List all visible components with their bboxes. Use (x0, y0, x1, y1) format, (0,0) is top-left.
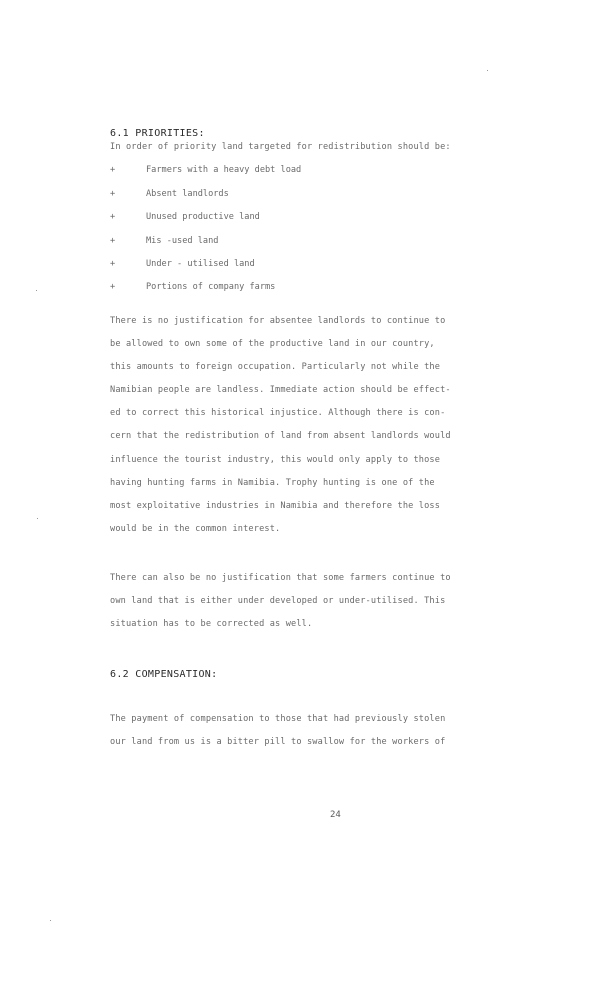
paragraph-line: influence the tourist industry, this would only apply to those (110, 455, 441, 465)
priority-item-text: Absent landlords (146, 189, 229, 199)
paragraph-line: situation has to be corrected as well. (110, 619, 313, 629)
bullet-marker: + (110, 212, 116, 222)
paragraph-line: would be in the common interest. (110, 524, 281, 534)
paragraph-line: our land from us is a bitter pill to swallow for the workers of (110, 737, 446, 747)
section-6-1-heading: 6.1 PRIORITIES: (110, 128, 205, 139)
priority-item-text: Portions of company farms (146, 282, 276, 292)
priorities-intro: In order of priority land targeted for redistribution should be: (110, 142, 451, 152)
priority-item-text: Mis -used land (146, 236, 219, 246)
paragraph-line: There is no justification for absentee landlords to continue to (110, 316, 446, 326)
bullet-marker: + (110, 282, 116, 292)
paragraph-line: having hunting farms in Namibia. Trophy hunting is one of the (110, 478, 435, 488)
paragraph-line: ed to correct this historical injustice. Although there is con- (110, 408, 446, 418)
priority-item-text: Under - utilised land (146, 259, 255, 269)
paragraph-line: There can also be no justification that some farmers continue to (110, 573, 451, 583)
bullet-marker: + (110, 259, 116, 269)
scan-speck (36, 290, 37, 291)
bullet-marker: + (110, 189, 116, 199)
paragraph-line: most exploitative industries in Namibia and therefore the loss (110, 501, 441, 511)
paragraph-line: this amounts to foreign occupation. Particularly not while the (110, 362, 441, 372)
section-6-2-heading: 6.2 COMPENSATION: (110, 669, 218, 680)
scan-speck (37, 518, 38, 519)
page-number: 24 (330, 810, 341, 820)
paragraph-line: The payment of compensation to those that had previously stolen (110, 714, 446, 724)
scan-speck (487, 70, 488, 71)
bullet-marker: + (110, 165, 116, 175)
bullet-marker: + (110, 236, 116, 246)
paragraph-line: cern that the redistribution of land from absent landlords would (110, 431, 451, 441)
priority-item-text: Farmers with a heavy debt load (146, 165, 302, 175)
paragraph-line: Namibian people are landless. Immediate action should be effect- (110, 385, 451, 395)
paragraph-line: own land that is either under developed or under-utilised. This (110, 596, 446, 606)
priority-item-text: Unused productive land (146, 212, 260, 222)
scan-speck (50, 920, 51, 921)
paragraph-line: be allowed to own some of the productive land in our country, (110, 339, 435, 349)
